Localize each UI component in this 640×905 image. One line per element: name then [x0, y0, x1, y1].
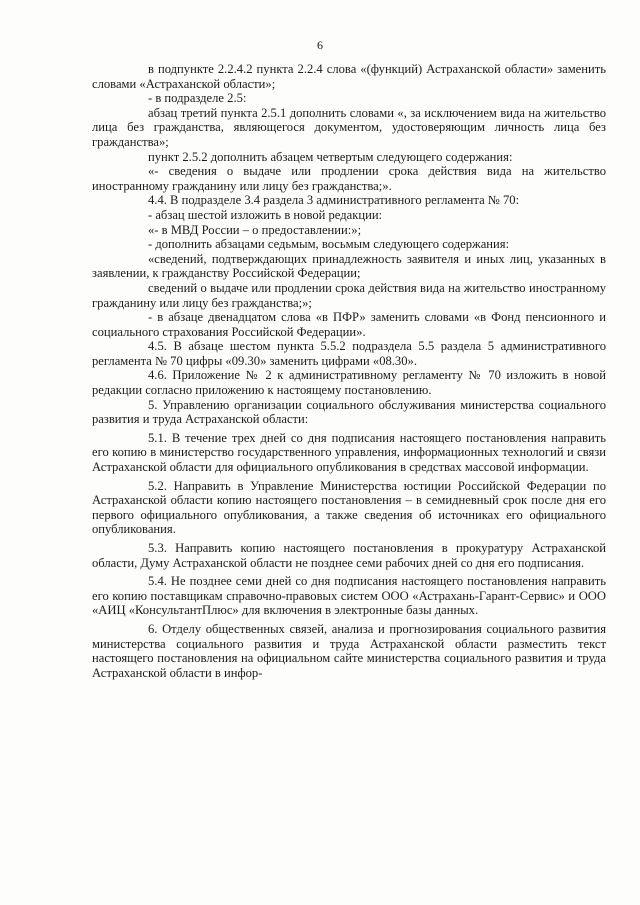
paragraph: 4.5. В абзаце шестом пункта 5.5.2 подраздела 5.5 раздела 5 административного регламента № 70 цифры «09.30» заменить цифрами «08.30». [92, 339, 606, 368]
paragraph: пункт 2.5.2 дополнить абзацем четвертым следующего содержания: [148, 149, 513, 164]
paragraph: 6. Отделу общественных связей, анализа и прогнозирования социального развития министерства социального развития и труда Астраханской области разместить текст настоящего постановления на официальном сайте министерства социального развития и труда Астраханской области в инфор- [92, 621, 606, 680]
paragraph: 4.4. В подразделе 3.4 раздела 3 административного регламента № 70: [148, 193, 520, 208]
paragraph: в подпункте 2.2.4.2 пункта 2.2.4 слова «(функций) Астраханской области» заменить словами «Астраханской области»; [92, 62, 606, 91]
paragraph: 5.3. Направить копию настоящего постановления в прокуратуру Астраханской области, Думу Астраханской области не позднее семи рабочих дней со дня его подписания. [92, 541, 606, 570]
paragraph: 5.2. Направить в Управление Министерства юстиции Российской Федерации по Астраханской области копию настоящего постановления – в семидневный срок после дня его первого официального опубликования, а также сведения об источниках его официального опубликования. [92, 478, 606, 537]
paragraph: 5.4. Не позднее семи дней со дня подписания настоящего постановления направить его копию поставщикам справочно-правовых систем ООО «Астрахань-Гарант-Сервис» и ООО «АИЦ «КонсультантПлюс» для включения в электронные базы данных. [92, 574, 606, 618]
paragraph: - абзац шестой изложить в новой редакции: [148, 207, 383, 222]
paragraph: сведений о выдаче или продлении срока действия вида на жительство иностранному гражданину или лицу без гражданства;»; [92, 280, 606, 310]
paragraph: - в абзаце двенадцатом слова «в ПФР» заменить словами «в Фонд пенсионного и социального страхования Российской Федерации». [92, 310, 606, 339]
paragraph: абзац третий пункта 2.5.1 дополнить словами «, за исключением вида на жительство лица без гражданства, являющегося документом, удостоверяющим личность лица без гражданства»; [92, 105, 606, 149]
paragraph: - в подразделе 2.5: [148, 91, 247, 106]
paragraph: 4.6. Приложение № 2 к административному регламенту № 70 изложить в новой редакции согласно приложению к настоящему постановлению. [92, 368, 606, 398]
paragraph: «- в МВД России – о предоставлении:»; [148, 222, 362, 237]
paragraph: «- сведения о выдаче или продлении срока действия вида на жительство иностранному гражданину или лицу без гражданства;». [92, 164, 606, 193]
document-body [92, 62, 606, 680]
page-number: 6 [317, 38, 323, 52]
paragraph: - дополнить абзацами седьмым, восьмым следующего содержания: [148, 237, 510, 252]
paragraph: 5.1. В течение трех дней со дня подписания настоящего постановления направить его копию в министерство государственного управления, информационных технологий и связи Астраханской области для официального опубликования в средствах массовой информации. [92, 430, 606, 475]
paragraph: «сведений, подтверждающих принадлежность заявителя и иных лиц, указанных в заявлении, к гражданству Российской Федерации; [92, 251, 606, 281]
paragraph: 5. Управлению организации социального обслуживания министерства социального развития и труда Астраханской области: [92, 397, 606, 427]
